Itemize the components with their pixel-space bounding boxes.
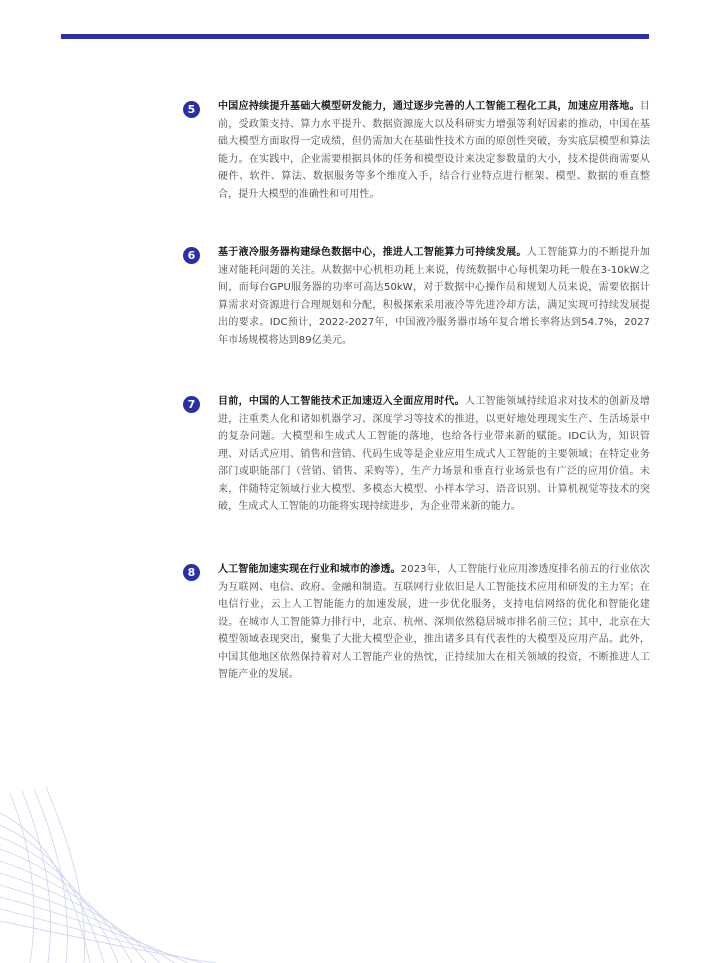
point-7-lead: 目前，中国的人工智能技术正加速迈入全面应用时代。 (218, 396, 465, 407)
number-badge-5: 5 (183, 101, 200, 118)
number-badge-6: 6 (183, 247, 200, 264)
number-badge-8: 8 (183, 564, 200, 581)
point-5-text (218, 98, 650, 203)
point-6-lead: 基于液冷服务器构建绿色数据中心，推进人工智能算力可持续发展。 (218, 247, 527, 258)
point-7-text (218, 393, 650, 516)
point-8-lead: 人工智能加速实现在行业和城市的渗透。 (218, 564, 401, 575)
point-7 (186, 393, 648, 516)
point-5-body: 目前，受政策支持、算力水平提升、数据资源庞大以及科研实力增强等利好因素的推动，中国在基础大模型方面取得一定成绩，但仍需加大在基础性技术方面的原创性突破，夯实底层模型和算法能力。在实践中，企业需要根据具体的任务和模型设计来决定参数量的大小，技术提供商需要从硬件、软件、算法、数据服务等多个维度入手，结合行业特点进行框架、模型、数据的垂直整合，提升大模型的准确性和可用性。 (218, 101, 650, 200)
point-6 (186, 244, 651, 349)
point-7-body: 人工智能领域持续追求对技术的创新及增进，注重类人化和诸如机器学习、深度学习等技术的推进，以更好地处理现实生产、生活场景中的复杂问题。大模型和生成式人工智能的落地，也给各行业带来新的赋能。IDC认为，知识管理、对话式应用、销售和营销、代码生成等是企业应用生成式人工智能的主要领域；在特定业务部门或职能部门（营销、销售、采购等），生产力场景和垂直行业场景也有广泛的应用价值。未来，伴随特定领域行业大模型、多模态大模型、小样本学习、语音识别、计算机视觉等技术的突破，生成式人工智能的功能将实现持续进步，为企业带来新的能力。 (218, 396, 650, 512)
decorative-wave-lines (0, 753, 220, 963)
point-8 (186, 561, 648, 684)
point-5-lead: 中国应持续提升基础大模型研发能力，通过逐步完善的人工智能工程化工具，加速应用落地。 (218, 101, 640, 112)
number-badge-7: 7 (183, 396, 200, 413)
point-6-text (218, 244, 650, 349)
point-5 (186, 98, 648, 203)
point-6-body: 人工智能算力的不断提升加速对能耗问题的关注。从数据中心机柜功耗上来说，传统数据中心每机架功耗一般在3-10kW之间，而每台GPU服务器的功率可高达50kW，对于数据中心操作员和规划人员来说，需要依据计算需求对资源进行合理规划和分配，积极探索采用液冷等先进冷却方法，满足实现可持续发展提出的要求。IDC预计，2022-2027年，中国液冷服务器市场年复合增长率将达到54.7%，2027年市场规模将达到89亿美元。 (218, 247, 651, 346)
point-8-body: 2023年，人工智能行业应用渗透度排名前五的行业依次为互联网、电信、政府、金融和制造。互联网行业依旧是人工智能技术应用和研发的主力军；在电信行业，云上人工智能能力的加速发展，进一步优化服务，支持电信网络的优化和智能化建设。在城市人工智能算力排行中，北京、杭州、深圳依然稳居城市排名前三位；其中，北京在大模型领域表现突出，聚集了大批大模型企业，推出诸多具有代表性的大模型及应用产品。此外，中国其他地区依然保持着对人工智能产业的热忱，正持续加大在相关领域的投资，不断推进人工智能产业的发展。 (218, 564, 650, 680)
point-8-text (218, 561, 650, 684)
top-accent-rule (61, 34, 649, 39)
